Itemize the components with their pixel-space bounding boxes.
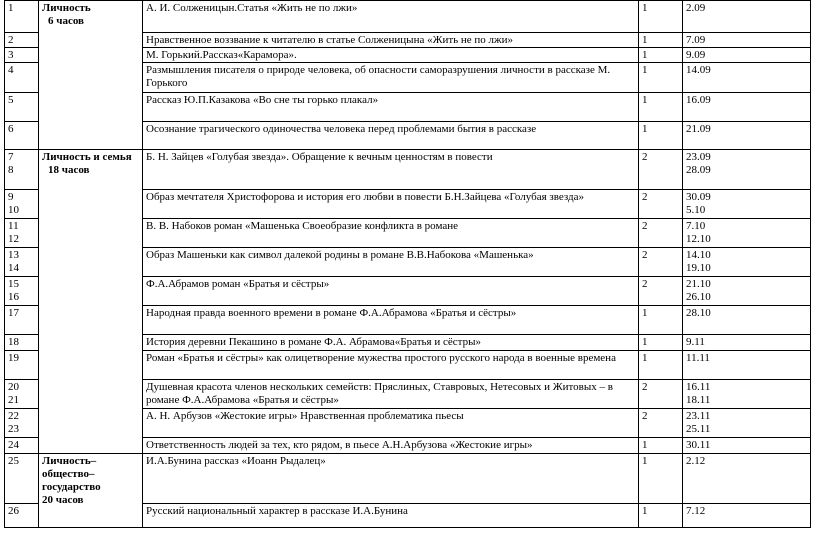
lesson-hours: 1 <box>639 351 683 380</box>
lesson-date: 23.11 <box>686 410 711 422</box>
lesson-date: 19.10 <box>686 262 711 274</box>
lesson-dates-cell <box>683 438 811 454</box>
lesson-date: 16.11 <box>686 381 711 393</box>
lesson-topic: Душевная красота членов нескольких семейств: Пряслиных, Ставровых, Нетесовых и Житовых – в романе Ф.А.Абрамова «Братья и сёстры» <box>143 380 639 409</box>
lesson-dates-cell <box>683 306 811 335</box>
lesson-topic: Ф.А.Абрамов роман «Братья и сёстры» <box>143 277 639 306</box>
lesson-number-cell <box>5 150 39 190</box>
lesson-date: 25.11 <box>686 423 711 435</box>
section-name: Личность <box>42 2 91 14</box>
lesson-number-cell <box>5 48 39 63</box>
lesson-number: 18 <box>8 336 19 348</box>
lesson-date: 5.10 <box>686 204 706 216</box>
lesson-date: 7.10 <box>686 220 706 232</box>
lesson-number: 6 <box>8 123 14 135</box>
lesson-number: 14 <box>8 262 19 274</box>
lesson-dates-cell <box>683 277 811 306</box>
lesson-date: 2.09 <box>686 2 706 14</box>
lesson-hours: 1 <box>639 335 683 351</box>
lesson-topic: Роман «Братья и сёстры» как олицетворение мужества простого русского народа в военные времена <box>143 351 639 380</box>
lesson-plan-body <box>5 1 811 528</box>
lesson-date: 28.10 <box>686 307 711 319</box>
lesson-topic: Размышления писателя о природе человека, об опасности саморазрушения личности в рассказе М. Горького <box>143 63 639 93</box>
lesson-hours: 1 <box>639 33 683 48</box>
lesson-date: 9.09 <box>686 49 706 61</box>
lesson-date: 30.11 <box>686 439 711 451</box>
lesson-dates-cell <box>683 504 811 528</box>
lesson-number: 24 <box>8 439 19 451</box>
lesson-hours: 2 <box>639 150 683 190</box>
lesson-number: 9 <box>8 191 14 203</box>
lesson-number-cell <box>5 277 39 306</box>
lesson-date: 26.10 <box>686 291 711 303</box>
lesson-dates-cell <box>683 454 811 504</box>
lesson-date: 9.11 <box>686 336 705 348</box>
lesson-number: 4 <box>8 64 14 76</box>
lesson-dates-cell <box>683 48 811 63</box>
lesson-number: 20 <box>8 381 19 393</box>
lesson-date: 21.10 <box>686 278 711 290</box>
lesson-number: 12 <box>8 233 19 245</box>
lesson-hours: 1 <box>639 438 683 454</box>
lesson-number: 16 <box>8 291 19 303</box>
lesson-date: 2.12 <box>686 455 706 467</box>
lesson-date: 28.09 <box>686 164 711 176</box>
lesson-hours: 1 <box>639 93 683 122</box>
lesson-number-cell <box>5 1 39 33</box>
table-row <box>5 150 811 190</box>
section-name: Личность–общество–государство <box>42 455 101 493</box>
lesson-date: 16.09 <box>686 94 711 106</box>
lesson-hours: 1 <box>639 63 683 93</box>
lesson-number: 3 <box>8 49 14 61</box>
lesson-number-cell <box>5 93 39 122</box>
lesson-date: 18.11 <box>686 394 711 406</box>
section-hours: 20 часов <box>42 494 84 506</box>
lesson-number-cell <box>5 63 39 93</box>
lesson-hours: 2 <box>639 380 683 409</box>
lesson-dates-cell <box>683 219 811 248</box>
lesson-dates-cell <box>683 63 811 93</box>
lesson-date: 30.09 <box>686 191 711 203</box>
lesson-number: 11 <box>8 220 19 232</box>
lesson-date: 7.09 <box>686 34 706 46</box>
section-cell <box>39 1 143 150</box>
lesson-number: 21 <box>8 394 19 406</box>
lesson-number-cell <box>5 409 39 438</box>
lesson-hours: 1 <box>639 306 683 335</box>
lesson-topic: В. В. Набоков роман «Машенька Своеобразие конфликта в романе <box>143 219 639 248</box>
lesson-number-cell <box>5 190 39 219</box>
lesson-number: 26 <box>8 505 19 517</box>
lesson-topic: И.А.Бунина рассказ «Иоанн Рыдалец» <box>143 454 639 504</box>
lesson-number: 8 <box>8 164 14 176</box>
lesson-number-cell <box>5 504 39 528</box>
lesson-number: 2 <box>8 34 14 46</box>
lesson-number-cell <box>5 33 39 48</box>
lesson-number-cell <box>5 306 39 335</box>
lesson-hours: 1 <box>639 504 683 528</box>
lesson-date: 23.09 <box>686 151 711 163</box>
lesson-number: 15 <box>8 278 19 290</box>
lesson-dates-cell <box>683 380 811 409</box>
lesson-topic: Осознание трагического одиночества человека перед проблемами бытия в рассказе <box>143 122 639 150</box>
section-cell <box>39 454 143 528</box>
lesson-number: 23 <box>8 423 19 435</box>
lesson-date: 7.12 <box>686 505 706 517</box>
lesson-dates-cell <box>683 190 811 219</box>
lesson-number: 25 <box>8 455 19 467</box>
lesson-date: 14.10 <box>686 249 711 261</box>
lesson-hours: 2 <box>639 277 683 306</box>
lesson-hours: 1 <box>639 1 683 33</box>
lesson-dates-cell <box>683 150 811 190</box>
section-hours: 18 часов <box>48 164 90 176</box>
section-name: Личность и семья <box>42 151 132 163</box>
lesson-number: 19 <box>8 352 19 364</box>
lesson-plan-table <box>4 0 811 528</box>
lesson-number-cell <box>5 454 39 504</box>
lesson-hours: 1 <box>639 454 683 504</box>
lesson-topic: А. И. Солженицын.Статья «Жить не по лжи» <box>143 1 639 33</box>
lesson-number: 10 <box>8 204 19 216</box>
lesson-hours: 2 <box>639 248 683 277</box>
lesson-topic: А. Н. Арбузов «Жестокие игры» Нравственная проблематика пьесы <box>143 409 639 438</box>
lesson-dates-cell <box>683 93 811 122</box>
lesson-hours: 2 <box>639 219 683 248</box>
lesson-dates-cell <box>683 409 811 438</box>
lesson-dates-cell <box>683 335 811 351</box>
lesson-dates-cell <box>683 248 811 277</box>
lesson-number-cell <box>5 248 39 277</box>
lesson-topic: История деревни Пекашино в романе Ф.А. Абрамова«Братья и сёстры» <box>143 335 639 351</box>
lesson-hours: 1 <box>639 48 683 63</box>
lesson-number-cell <box>5 351 39 380</box>
lesson-number: 7 <box>8 151 14 163</box>
lesson-hours: 2 <box>639 409 683 438</box>
lesson-number: 22 <box>8 410 19 422</box>
lesson-topic: Нравственное воззвание к читателю в статье Солженицына «Жить не по лжи» <box>143 33 639 48</box>
lesson-topic: Русский национальный характер в рассказе И.А.Бунина <box>143 504 639 528</box>
table-row <box>5 1 811 33</box>
lesson-date: 14.09 <box>686 64 711 76</box>
lesson-topic: Образ Машеньки как символ далекой родины в романе В.В.Набокова «Машенька» <box>143 248 639 277</box>
lesson-number-cell <box>5 122 39 150</box>
lesson-number-cell <box>5 380 39 409</box>
table-row <box>5 454 811 504</box>
lesson-dates-cell <box>683 122 811 150</box>
lesson-number-cell <box>5 335 39 351</box>
lesson-dates-cell <box>683 33 811 48</box>
lesson-topic: Б. Н. Зайцев «Голубая звезда». Обращение к вечным ценностям в повести <box>143 150 639 190</box>
lesson-number: 5 <box>8 94 14 106</box>
lesson-topic: М. Горький.Рассказ«Карамора». <box>143 48 639 63</box>
section-hours: 6 часов <box>48 15 85 27</box>
lesson-topic: Образ мечтателя Христофорова и история его любви в повести Б.Н.Зайцева «Голубая звезда» <box>143 190 639 219</box>
lesson-topic: Народная правда военного времени в романе Ф.А.Абрамова «Братья и сёстры» <box>143 306 639 335</box>
lesson-dates-cell <box>683 351 811 380</box>
lesson-topic: Рассказ Ю.П.Казакова «Во сне ты горько плакал» <box>143 93 639 122</box>
lesson-date: 21.09 <box>686 123 711 135</box>
lesson-number: 1 <box>8 2 14 14</box>
lesson-number-cell <box>5 438 39 454</box>
lesson-date: 11.11 <box>686 352 710 364</box>
section-cell <box>39 150 143 454</box>
lesson-number: 17 <box>8 307 19 319</box>
lesson-date: 12.10 <box>686 233 711 245</box>
lesson-dates-cell <box>683 1 811 33</box>
lesson-hours: 2 <box>639 190 683 219</box>
lesson-hours: 1 <box>639 122 683 150</box>
lesson-number-cell <box>5 219 39 248</box>
lesson-topic: Ответственность людей за тех, кто рядом, в пьесе А.Н.Арбузова «Жестокие игры» <box>143 438 639 454</box>
lesson-number: 13 <box>8 249 19 261</box>
